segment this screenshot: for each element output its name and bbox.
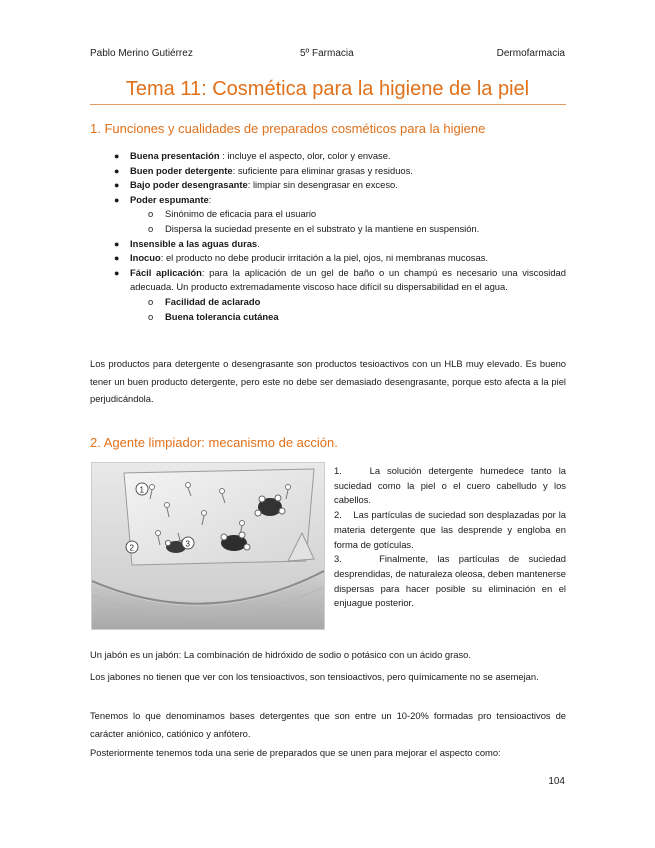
svg-text:3: 3 xyxy=(185,539,190,549)
bullet-icon: ● xyxy=(114,238,120,249)
svg-text:1: 1 xyxy=(139,485,144,495)
header-subject: Dermofarmacia xyxy=(496,48,565,59)
list-item: ● Buen poder detergente: suficiente para eliminar grasas y residuos. xyxy=(90,164,566,179)
bullet-icon: ● xyxy=(114,180,120,191)
bullet-icon: ● xyxy=(114,165,120,176)
page-number: 104 xyxy=(548,776,565,787)
header-course: 5º Farmacia xyxy=(300,48,354,59)
bullet-icon: ● xyxy=(114,151,120,161)
paragraph: Tenemos lo que denominamos bases detergentes que son entre un 10-20% formadas pro tensioactivos de carácter aniónico, catiónico y anfótero. xyxy=(90,710,566,739)
paragraph: Posteriormente tenemos toda una serie de preparados que se unen para mejorar el aspecto como: xyxy=(90,747,501,758)
list-item: ● Inocuo: el producto no debe producir irritación a la piel, ojos, ni membranas mucosas. xyxy=(90,251,566,266)
paragraph: Un jabón es un jabón: La combinación de hidróxido de sodio o potásico con un ácido graso. xyxy=(90,649,471,660)
sub-list-item: o Dispersa la suciedad presente en el substrato y la mantiene en suspensión. xyxy=(148,222,480,234)
page-title: Tema 11: Cosmética para la higiene de la piel xyxy=(125,78,530,100)
list-item: ● Poder espumante: xyxy=(90,193,566,208)
list-item: ● Buena presentación : incluye el aspecto, olor, color y envase. xyxy=(90,149,566,164)
bullet-icon: ● xyxy=(114,267,120,278)
list-item: ● Fácil aplicación: para la aplicación de un gel de baño o un champú es necesario una viscosidad adecuada. Un producto extremadamente viscoso hace difícil su dispersabilidad en el agua. xyxy=(114,266,566,293)
cleansing-mechanism-figure xyxy=(91,462,325,630)
mechanism-steps xyxy=(334,464,566,611)
cleansing-illustration xyxy=(92,463,324,629)
list-item: 2. Las partículas de suciedad son desplazadas por la materia detergente que las desprende y engloba en forma de gotículas. xyxy=(334,509,566,550)
paragraph: Los jabones no tienen que ver con los tensioactivos, son tensioactivos, pero químicamente no se asemejan. xyxy=(90,671,539,682)
section-2-heading: 2. Agente limpiador: mecanismo de acción. xyxy=(90,435,338,450)
bullet-icon: ● xyxy=(114,194,120,205)
magnified-panel xyxy=(124,469,314,565)
sub-list-item: o Sinónimo de eficacia para el usuario xyxy=(148,208,317,220)
dirt-droplet-cluster xyxy=(255,495,285,516)
title-divider xyxy=(90,104,566,105)
list-item: 3. Finalmente, las partículas de suciedad desprendidas, de naturaleza oleosa, deben mantenerse dispersas para hacer posible su eliminación en el enjuague posterior. xyxy=(334,553,566,609)
svg-text:2: 2 xyxy=(129,543,134,553)
list-item: ● Insensible a las aguas duras. xyxy=(90,237,566,252)
section-1-heading: 1. Funciones y cualidades de preparados cosméticos para la higiene xyxy=(90,121,486,136)
qualities-list xyxy=(90,149,566,324)
section-1-paragraph: Los productos para detergente o desengrasante son productos tesioactivos con un HLB muy elevado. Es bueno tener un buen producto detergente, pero este no debe ser demasiado desengrasante, porque esto afecta a la piel perjudicándola. xyxy=(90,358,566,404)
list-item: ● Bajo poder desengrasante: limpiar sin desengrasar en exceso. xyxy=(90,178,566,193)
sub-list-item: o Facilidad de aclarado xyxy=(148,295,261,307)
list-item: 1. La solución detergente humedece tanto la suciedad como la piel o el cuero cabelludo y los cabellos. xyxy=(334,465,566,506)
bullet-icon: ● xyxy=(114,253,120,264)
header-author: Pablo Merino Gutiérrez xyxy=(90,48,193,59)
sub-list-item: o Buena tolerancia cutánea xyxy=(148,310,279,322)
